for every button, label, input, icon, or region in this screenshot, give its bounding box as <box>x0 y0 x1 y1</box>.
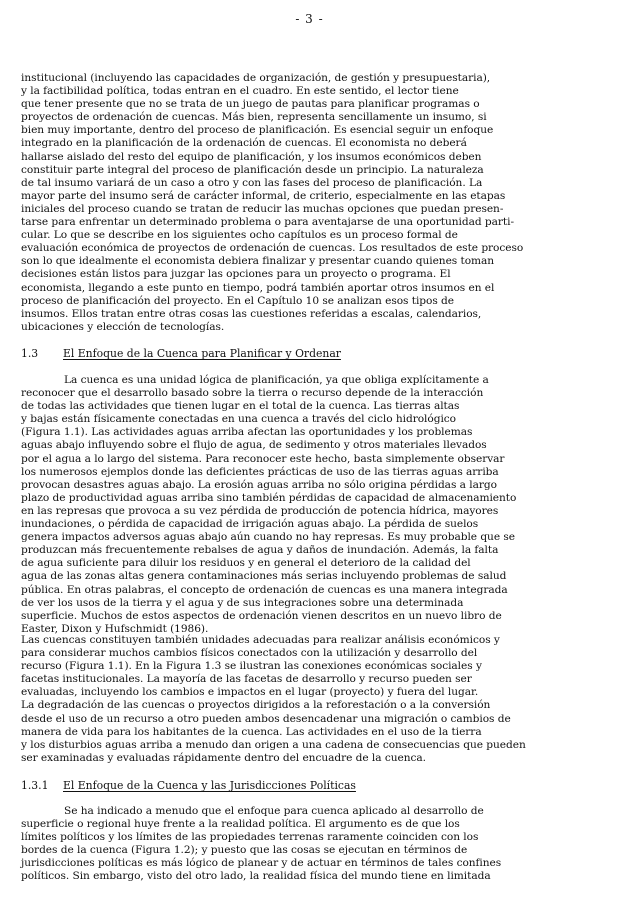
text-line: cular. Lo que se describe en los siguientes ocho capítulos es un proceso formal de <box>21 229 458 242</box>
text-line: proceso de planificación del proyecto. En el Capítulo 10 se analizan esos tipos de <box>21 294 455 307</box>
page-number: - 3 - <box>295 12 324 26</box>
text-line: La cuenca es una unidad lógica de planificación, ya que obliga explícitamente a <box>64 374 489 386</box>
paragraph-cuenca-unidad-logica <box>21 374 613 636</box>
paragraph-jurisdicciones <box>21 805 613 884</box>
text-line: mayor parte del insumo será de carácter informal, de criterio, especialmente en las etapas <box>21 189 506 202</box>
text-line: integrado en la planificación de la ordenación de cuencas. El economista no deberá <box>21 137 467 150</box>
text-line: facetas institucionales. La mayoría de las facetas de desarrollo y recurso pueden ser <box>21 673 472 686</box>
paragraph-cuencas-analisis <box>21 634 613 765</box>
text-line: por el agua a lo largo del sistema. Para reconocer este hecho, basta simplemente observar <box>21 452 505 465</box>
text-line: superficie o regional huye frente a la realidad política. El argumento es de que los <box>21 818 460 831</box>
text-line: provocan desastres aguas abajo. La erosión aguas arriba no sólo origina pérdidas a largo <box>21 478 497 491</box>
text-line: hallarse aislado del resto del equipo de planificación, y los insumos económicos deben <box>21 150 482 163</box>
text-line: Easter, Dixon y Hufschmidt (1986). <box>21 622 209 635</box>
text-line: insumos. Ellos tratan entre otras cosas las cuestiones referidas a escalas, calendarios, <box>21 307 482 320</box>
section-number: 1.3.1 <box>21 779 49 792</box>
text-line: agua de las zonas altas genera contaminaciones más serias incluyendo problemas de salud <box>21 570 507 583</box>
text-line: genera impactos adversos aguas abajo aún cuando no hay represas. Es muy probable que se <box>21 531 515 544</box>
text-line: institucional (incluyendo las capacidades de organización, de gestión y presupuestaria), <box>21 72 491 84</box>
paragraph-institucional <box>21 72 613 334</box>
text-line: economista, llegando a este punto en tiempo, podrá también aportar otros insumos en el <box>21 281 495 294</box>
text-line: y la factibilidad política, todas entran en el cuadro. En este sentido, el lector tiene <box>21 85 459 98</box>
section-number: 1.3 <box>21 347 39 360</box>
text-line: recurso (Figura 1.1). En la Figura 1.3 se ilustran las conexiones económicas sociales y <box>21 660 482 673</box>
section-title: El Enfoque de la Cuenca y las Jurisdicciones Políticas <box>63 779 356 792</box>
text-line: Las cuencas constituyen también unidades adecuadas para realizar análisis económicos y <box>21 634 500 646</box>
text-line: reconocer que el desarrollo basado sobre la tierra o recurso depende de la interacción <box>21 387 484 400</box>
text-line: de ver los usos de la tierra y el agua y de sus integraciones sobre una determinada <box>21 596 464 609</box>
section-title: El Enfoque de la Cuenca para Planificar y Ordenar <box>63 347 341 360</box>
text-line: límites políticos y los límites de las propiedades terrenas raramente coinciden con los <box>21 831 479 844</box>
text-line: decisiones están listos para juzgar las opciones para un proyecto o programa. El <box>21 268 451 281</box>
text-line: y bajas están físicamente conectadas en una cuenca a través del ciclo hidrológico <box>21 413 457 426</box>
text-line: pública. En otras palabras, el concepto de ordenación de cuencas es una manera integrada <box>21 583 508 596</box>
text-line: jurisdicciones políticas es más lógico de planear y de actuar en términos de tales confines <box>21 857 502 870</box>
text-line: políticos. Sin embargo, visto del otro lado, la realidad física del mundo tiene en limitada <box>21 870 491 883</box>
section-heading-1-3 <box>21 347 613 361</box>
text-line: tarse para enfrentar un determinado problema o para aventajarse de una oportunidad parti- <box>21 216 514 229</box>
text-line: ubicaciones y elección de tecnologías. <box>21 320 225 333</box>
text-line: constituir parte integral del proceso de planificación desde un principio. La naturaleza <box>21 163 484 176</box>
text-line: (Figura 1.1). Las actividades aguas arriba afectan las oportunidades y los problemas <box>21 426 473 439</box>
text-line: produzcan más frecuentemente rebalses de agua y daños de inundación. Además, la falta <box>21 544 499 557</box>
text-line: bordes de la cuenca (Figura 1.2); y puesto que las cosas se ejecutan en términos de <box>21 844 468 857</box>
text-line: bien muy importante, dentro del proceso de planificación. Es esencial seguir un enfoque <box>21 124 494 137</box>
text-line: superficie. Muchos de estos aspectos de ordenación vienen descritos en un nuevo libro de <box>21 609 502 622</box>
text-line: iniciales del proceso cuando se tratan de reducir las muchas opciones que puedan presen- <box>21 202 504 215</box>
text-line: y los disturbios aguas arriba a menudo dan origen a una cadena de consecuencias que pueden <box>21 738 526 751</box>
text-line: evaluación económica de proyectos de ordenación de cuencas. Los resultados de este proceso <box>21 242 524 255</box>
text-line: los numerosos ejemplos donde las deficientes prácticas de uso de las tierras aguas arriba <box>21 465 499 478</box>
text-line: para considerar muchos cambios físicos conectados con la utilización y desarrollo del <box>21 647 478 660</box>
text-line: desde el uso de un recurso a otro pueden ambos desencadenar una migración o cambios de <box>21 712 511 725</box>
text-line: La degradación de las cuencas o proyectos dirigidos a la reforestación o a la conversión <box>21 699 491 712</box>
text-line: son lo que idealmente el economista debiera finalizar y presentar cuando quienes toman <box>21 255 495 268</box>
text-line: Se ha indicado a menudo que el enfoque para cuenca aplicado al desarrollo de <box>64 805 484 817</box>
text-line: de tal insumo variará de un caso a otro y con las fases del proceso de planificación. La <box>21 176 483 189</box>
text-line: que tener presente que no se trata de un juego de pautas para planificar programas o <box>21 98 480 111</box>
text-line: manera de vida para los habitantes de la cuenca. Las actividades en el uso de la tierra <box>21 725 482 738</box>
text-line: de todas las actividades que tienen lugar en el total de la cuenca. Las tierras altas <box>21 400 460 413</box>
text-line: de agua suficiente para diluir los residuos y en general el deterioro de la calidad del <box>21 557 471 570</box>
text-line: evaluadas, incluyendo los cambios e impactos en el lugar (proyecto) y fuera del lugar. <box>21 686 479 699</box>
section-heading-1-3-1 <box>21 779 613 793</box>
text-line: aguas abajo influyendo sobre el flujo de agua, de sedimento y otros materiales llevados <box>21 439 487 452</box>
text-line: ser examinadas y evaluadas rápidamente dentro del encuadre de la cuenca. <box>21 751 426 764</box>
text-line: proyectos de ordenación de cuencas. Más bien, representa sencillamente un insumo, si <box>21 111 487 124</box>
text-line: en las represas que provoca a su vez pérdida de producción de potencia hídrica, mayores <box>21 504 499 517</box>
text-line: plazo de productividad aguas arriba sino también pérdidas de capacidad de almacenamiento <box>21 491 517 504</box>
text-line: inundaciones, o pérdida de capacidad de irrigación aguas abajo. La pérdida de suelos <box>21 518 479 531</box>
